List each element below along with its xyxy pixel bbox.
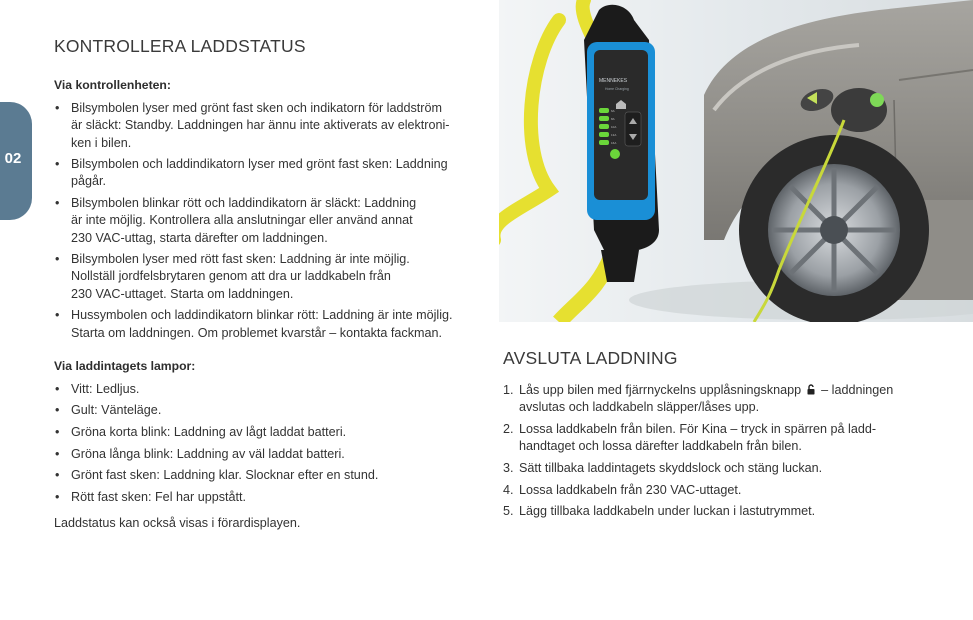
- list-item: 3. Sätt tillbaka laddintagets skyddslock och stäng luckan.: [503, 460, 823, 475]
- list-item: • Grönt fast sken: Laddning klar. Slocknar efter en stund.: [54, 467, 484, 484]
- list-item: • Bilsymbolen lyser med rött fast sken: Laddning är inte möjlig. Nollställ jordfelsbrytaren genom att dra ur laddkabeln från 230 VAC-uttaget. Starta om laddningen.: [54, 251, 484, 303]
- list-item: 1. Lås upp bilen med fjärrnyckelns upplåsningsknapp – laddningen avslutas och laddkabeln släpper/låses upp.: [503, 382, 894, 415]
- inlet-lamp: [870, 93, 884, 107]
- brand-label: MENNEKES: [599, 78, 628, 84]
- list-item: • Gröna korta blink: Laddning av lågt laddat batteri.: [54, 424, 484, 441]
- list-item: 5. Lägg tillbaka laddkabeln under luckan i lastutrymmet.: [503, 504, 816, 519]
- car-status-icon: [610, 149, 620, 159]
- list-item: • Gult: Vänteläge.: [54, 402, 484, 419]
- charge-status-heading: KONTROLLERA LADDSTATUS: [54, 36, 306, 56]
- unit-label: Home Charging: [605, 87, 629, 91]
- current-select-button[interactable]: [625, 112, 641, 146]
- chapter-number: 02: [4, 150, 22, 167]
- list-item: • Bilsymbolen blinkar rött och laddindikatorn är släckt: Laddning är inte möjlig. Kontrollera alla anslutningar eller använd annat 230 VAC-uttag, starta därefter om laddningen.: [54, 195, 484, 247]
- end-charging-steps: [503, 382, 943, 521]
- charging-illustration: [499, 0, 973, 322]
- list-item: • Bilsymbolen och laddindikatorn lyser med grönt fast sken: Laddning pågår.: [54, 156, 484, 191]
- inlet-subheading: Via laddintagets lampor:: [54, 359, 196, 374]
- charge-status-section: [54, 38, 484, 533]
- list-item: • Rött fast sken: Fel har uppstått.: [54, 489, 484, 506]
- list-item: • Hussymbolen och laddindikatorn blinkar rött: Laddning är inte möjlig. Starta om laddningen. Om problemet kvarstår – kontakta fackman.: [54, 307, 484, 342]
- controller-list: [54, 100, 484, 342]
- list-item: 4. Lossa laddkabeln från 230 VAC-uttaget.: [503, 482, 742, 497]
- end-charging-section: [503, 350, 943, 525]
- inlet-lamp-list: [54, 381, 484, 507]
- list-item: • Gröna långa blink: Laddning av väl laddat batteri.: [54, 446, 484, 463]
- led-label: 8A: [611, 117, 615, 121]
- list-item: • Bilsymbolen lyser med grönt fast sken och indikatorn för laddström är släckt: Standby. Laddningen har ännu inte aktiverats av elektroni- ken i bilen.: [54, 100, 484, 152]
- list-item: • Vitt: Ledljus.: [54, 381, 484, 398]
- led-label: 13A: [611, 133, 617, 137]
- list-item: 2. Lossa laddkabeln från bilen. För Kina – tryck in spärren på ladd- handtaget och lossa därefter laddkabeln från bilen.: [503, 421, 877, 454]
- led-label: 16A: [611, 141, 617, 145]
- controller-subheading: Via kontrollenheten:: [54, 78, 171, 93]
- end-charging-heading: AVSLUTA LADDNING: [503, 348, 678, 368]
- led-label: 10A: [611, 125, 617, 129]
- unlock-icon: [807, 384, 815, 395]
- charging-photo: [499, 0, 973, 322]
- led-label: 6A: [611, 109, 615, 113]
- display-note: Laddstatus kan också visas i förardisplayen.: [54, 516, 301, 531]
